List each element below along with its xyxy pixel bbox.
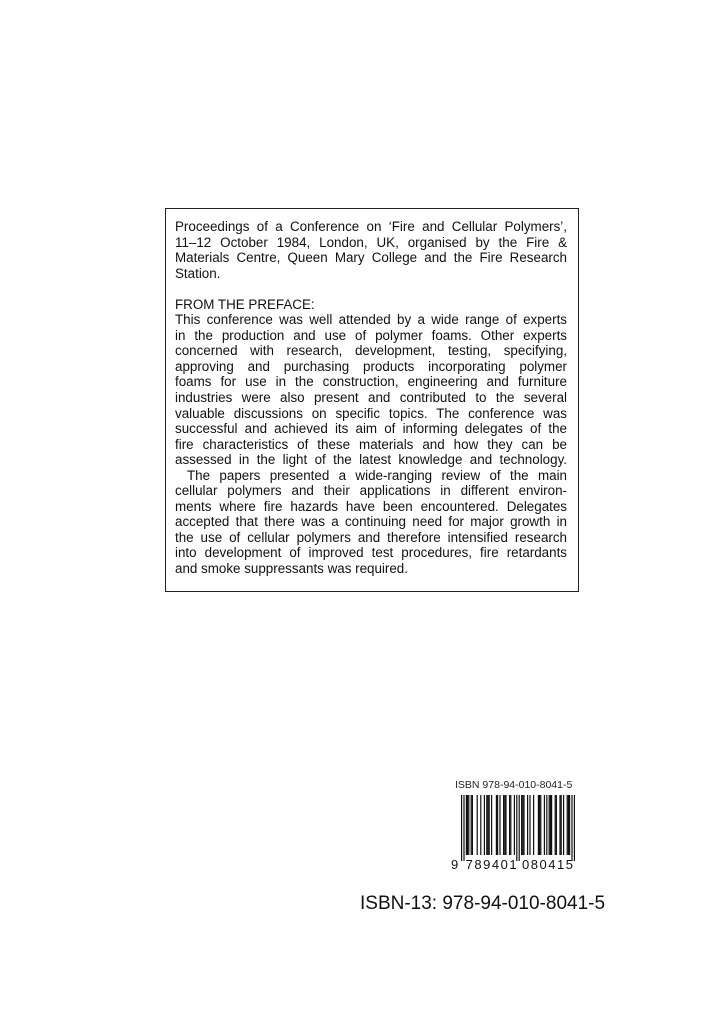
isbn-13: ISBN-13: 978-94-010-8041-5 xyxy=(360,893,606,914)
barcode-bar xyxy=(527,795,528,855)
barcode-bar xyxy=(491,795,492,855)
barcode-bar xyxy=(484,795,485,855)
barcode-bar xyxy=(563,795,564,855)
barcode-bar xyxy=(467,795,468,855)
barcode-bar xyxy=(529,795,530,855)
text-line: in the production and use of polymer foams. Other experts xyxy=(175,327,567,343)
barcode-digits: 789401 xyxy=(465,857,517,872)
text-line: ments where fire hazards have been encountered. Delegates xyxy=(175,498,567,514)
text-line: Materials Centre, Queen Mary College and the Fire Research xyxy=(175,250,567,266)
barcode-bar xyxy=(539,795,540,855)
text-line: foams for use in the construction, engineering and furniture xyxy=(175,374,567,390)
barcode-bar xyxy=(504,795,505,855)
text-line: and smoke suppressants was required. xyxy=(175,560,408,576)
preface-heading: FROM THE PREFACE: xyxy=(175,296,315,312)
barcode-bar xyxy=(540,795,541,855)
barcode-bar xyxy=(538,795,539,855)
barcode-bar xyxy=(516,795,517,861)
barcode-bar xyxy=(503,795,504,855)
blurb-text xyxy=(175,219,567,577)
barcode-bar xyxy=(489,795,490,855)
barcode-bar xyxy=(509,795,510,855)
text-line: valuable discussions on specific topics. The conference was xyxy=(175,405,567,421)
barcode-bar xyxy=(550,795,551,855)
barcode-bar xyxy=(472,795,473,855)
barcode-bar xyxy=(522,795,523,855)
text-line: successful and achieved its aim of informing delegates of the xyxy=(175,421,567,437)
barcode-bar xyxy=(551,795,552,855)
barcode-bar xyxy=(561,795,562,855)
barcode-bar xyxy=(523,795,524,855)
barcode-bar xyxy=(514,795,515,855)
barcode-bar xyxy=(499,795,500,855)
barcode-bar xyxy=(546,795,547,855)
barcode-bar xyxy=(463,795,464,861)
barcode-bar xyxy=(559,795,560,855)
barcode-bar xyxy=(521,795,522,855)
barcode-bar xyxy=(466,795,467,855)
text-line: 11–12 October 1984, London, UK, organised by the Fire & xyxy=(175,234,567,250)
isbn-barcode xyxy=(451,793,581,879)
barcode-bar xyxy=(468,795,469,855)
barcode-bar xyxy=(477,795,478,855)
barcode-bar xyxy=(568,795,569,855)
barcode-bar xyxy=(487,795,488,855)
barcode-bar xyxy=(567,795,568,855)
text-line: the use of cellular polymers and therefore intensified research xyxy=(175,529,567,545)
barcode-digits: 080415 xyxy=(522,857,573,872)
barcode-bar xyxy=(480,795,481,855)
description-box xyxy=(165,208,579,592)
barcode-bar xyxy=(533,795,534,855)
barcode-bar xyxy=(471,795,472,855)
barcode-isbn-label: ISBN 978-94-010-8041-5 xyxy=(455,779,573,791)
text-line: assessed in the light of the latest knowledge and technology. xyxy=(175,452,567,468)
spacer xyxy=(175,281,567,297)
text-line: accepted that there was a continuing need for major growth in xyxy=(175,514,567,530)
barcode-bar xyxy=(569,795,570,855)
text-line: The papers presented a wide-ranging review of the main xyxy=(187,467,567,483)
text-line: into development of improved test procedures, fire retardants xyxy=(175,545,567,561)
barcode-bar xyxy=(549,795,550,855)
barcode-bar xyxy=(496,795,497,855)
text-line: cellular polymers and their applications in different environ- xyxy=(175,483,567,499)
barcode-bar xyxy=(505,795,506,855)
text-line: concerned with research, development, testing, specifying, xyxy=(175,343,567,359)
text-line: This conference was well attended by a wide range of experts xyxy=(175,312,567,328)
barcode-bar xyxy=(571,795,572,861)
text-line: Proceedings of a Conference on ‘Fire and Cellular Polymers’, xyxy=(175,219,567,234)
barcode-bar xyxy=(574,795,575,861)
barcode-bar xyxy=(519,795,520,861)
barcode-bar xyxy=(544,795,545,855)
text-line: industries were also present and contributed to the several xyxy=(175,389,567,405)
barcode-bar xyxy=(556,795,557,855)
barcode-digits: 9 xyxy=(451,857,459,872)
barcode-bar xyxy=(486,795,487,855)
barcode-bar xyxy=(510,795,511,855)
barcode-bar xyxy=(497,795,498,855)
barcode-bar xyxy=(555,795,556,855)
text-line: fire characteristics of these materials and how they can be xyxy=(175,436,567,452)
text-line: Station. xyxy=(175,265,221,281)
text-line: approving and purchasing products incorporating polymer xyxy=(175,358,567,374)
barcode-bar xyxy=(461,795,462,861)
